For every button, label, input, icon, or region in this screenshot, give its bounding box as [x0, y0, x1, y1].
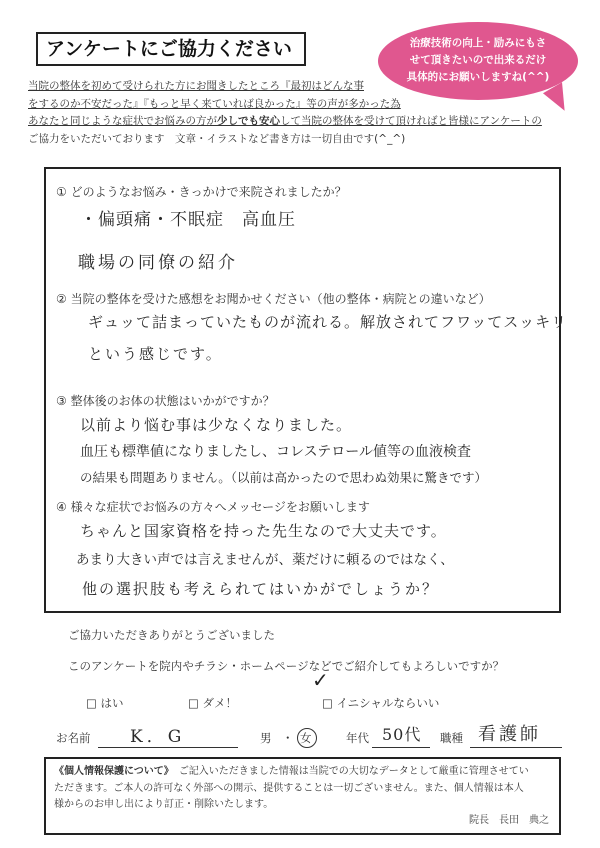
age-value: 50代 — [382, 725, 422, 744]
thanks-text: ご協力いただきありがとうございました — [68, 628, 275, 642]
name-value: K．G — [130, 727, 186, 747]
answer-3-line-3: の結果も問題ありません。（以前は高かったので思わぬ効果に驚きです） — [80, 470, 488, 485]
permission-question: このアンケートを院内やチラシ・ホームページなどでご紹介してもよろしいですか？ — [68, 659, 505, 673]
gender-separator: ・ — [282, 731, 294, 745]
option-no[interactable]: □ ダメ！ — [188, 696, 238, 710]
bubble-line: 治療技術の向上・励みにもさ — [409, 37, 547, 49]
privacy-line-1: 《個人情報保護について》 ご記入いただきました情報は当院での大切なデータとして厳重に管理させてい — [54, 766, 529, 777]
signature: 院長 長田 典之 — [469, 814, 549, 826]
intro-text — [28, 78, 568, 148]
name-underline — [98, 747, 238, 748]
answer-1-line-1: ・偏頭痛・不眠症 高血圧 — [80, 210, 296, 230]
intro-line: をするのか不安だった』『もっと早く来ていれば良かった』等の声が多かった為 — [28, 97, 401, 110]
occupation-underline — [470, 747, 562, 748]
answer-2-line-2: という感じです。 — [88, 345, 223, 363]
page-title: アンケートにご協力ください — [36, 32, 306, 66]
age-underline — [372, 747, 430, 748]
intro-line: あなたと同じような症状でお悩みの方が少しでも安心して当院の整体を受けて頂ければと皆様にアンケートの — [28, 115, 542, 127]
answer-4-line-3: 他の選択肢も考えられてはいかがでしょうか？ — [82, 580, 440, 598]
gender-male[interactable]: 男 — [260, 731, 272, 745]
question-3: ③ 整体後のお体の状態はいかがですか？ — [56, 394, 275, 408]
check-mark: ✓ — [312, 668, 329, 692]
bubble-line: せて頂きたいので出来るだけ — [409, 54, 547, 66]
option-initials-label: イニシャルならいい — [336, 696, 440, 710]
questionnaire-frame — [44, 167, 561, 613]
answer-1-line-2: 職場の同僚の紹介 — [78, 253, 238, 273]
intro-line: ご協力をいただいております 文章・イラストなど書き方は一切自由です(^_^) — [28, 132, 406, 145]
privacy-heading: 《個人情報保護について》 — [54, 766, 169, 777]
question-2: ② 当院の整体を受けた感想をお聞かせください（他の整体・病院との違いなど） — [56, 292, 491, 306]
answer-4-line-1: ちゃんと国家資格を持った先生なので大丈夫です。 — [80, 522, 447, 540]
intro-line: 当院の整体を初めて受けられた方にお聞きしたところ『最初はどんな事 — [28, 80, 364, 92]
gender-female[interactable]: 女 — [300, 731, 312, 745]
name-label: お名前 — [56, 731, 91, 745]
answer-3-line-2: 血圧も標準値になりましたし、コレステロール値等の血液検査 — [80, 444, 472, 460]
answer-3-line-1: 以前より悩む事は少なくなりました。 — [80, 416, 353, 434]
option-initials[interactable]: □ イニシャルならいい — [322, 696, 440, 710]
privacy-line-3: 様からのお申し出により訂正・削除いたします。 — [54, 799, 274, 810]
option-yes[interactable]: □ はい — [86, 696, 124, 710]
bubble-line: 具体的にお願いしますね(^^) — [406, 71, 550, 83]
age-label: 年代 — [346, 731, 369, 745]
answer-4-line-2: あまり大きい声では言えませんが、薬だけに頼るのではなく、 — [76, 552, 454, 568]
question-1: ① どのようなお悩み・きっかけで来院されましたか？ — [56, 185, 347, 199]
occupation-value: 看護師 — [478, 724, 541, 745]
answer-2-line-1: ギュッて詰まっていたものが流れる。解放されてフワッてスッキリ — [88, 313, 568, 331]
privacy-line-2: ただきます。ご本人の許可なく外部への開示、提供することは一切ございません。また、個人情報は本人 — [54, 782, 524, 794]
occupation-label: 職種 — [440, 731, 463, 745]
privacy-notice — [44, 757, 561, 835]
question-4: ④ 様々な症状でお悩みの方々へメッセージをお願いします — [56, 500, 370, 514]
selection-circle — [297, 728, 317, 748]
